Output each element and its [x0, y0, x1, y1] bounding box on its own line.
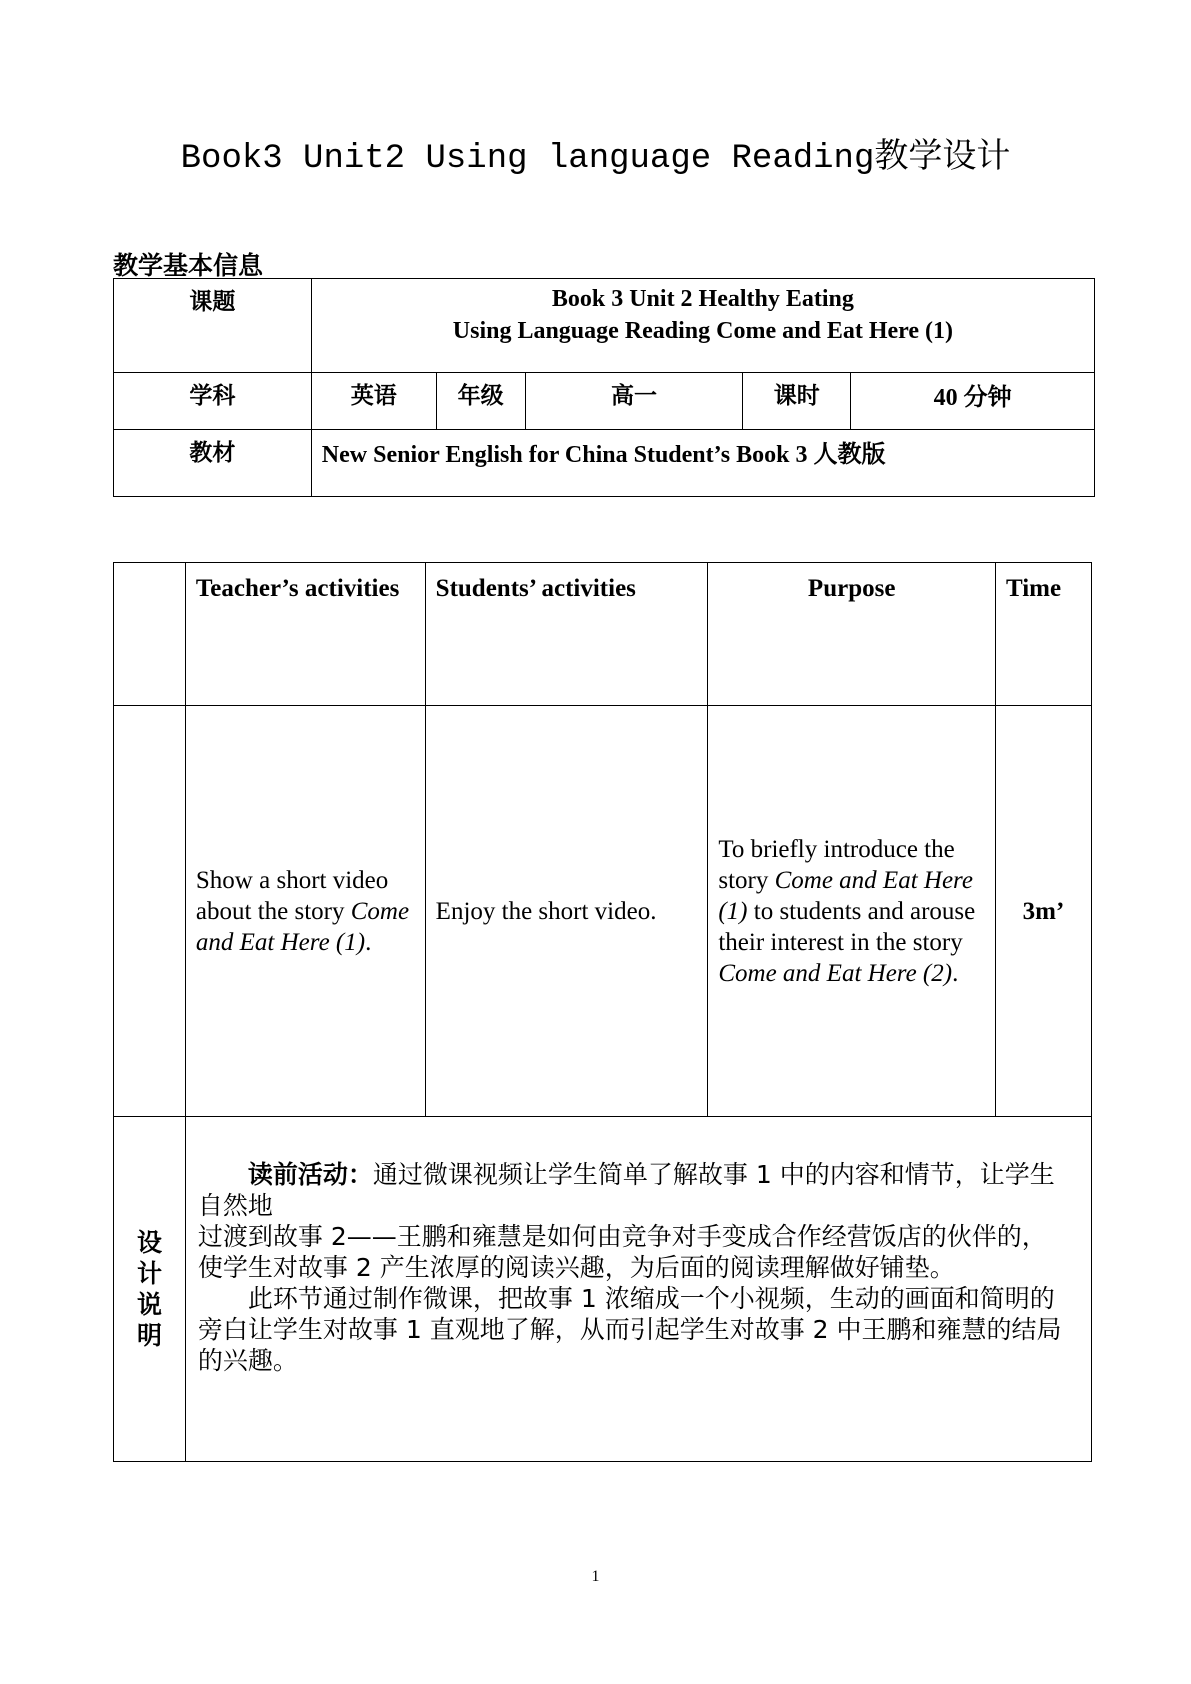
activity-time: 3m’: [996, 706, 1092, 1117]
design-note-row: [114, 1117, 1092, 1462]
header-purpose: Purpose: [708, 563, 996, 706]
teacher-activity-text: Show a short video about the story: [195, 866, 389, 925]
grade-value: 高一: [525, 373, 743, 430]
purpose: [708, 706, 996, 1117]
design-note-lead: 读前活动：: [247, 1160, 373, 1189]
header-blank-cell: [114, 563, 186, 706]
textbook-value: New Senior English for China Student’s Book 3 人教版: [311, 430, 1094, 497]
basic-info-table: [113, 278, 1095, 497]
page-number: 1: [591, 1568, 600, 1585]
page-title: [0, 128, 1191, 178]
grade-label: 年级: [436, 373, 525, 430]
design-note-text-1: 通过微课视频让学生简单了解故事 1 中的内容和情节，让学生自然地: [197, 1160, 1055, 1220]
subject-row: [114, 373, 1095, 430]
header-time: Time: [996, 563, 1092, 706]
design-note-paragraph-2: 过渡到故事 2——王鹏和雍慧是如何由竞争对手变成合作经营饭店的伙伴的，使学生对故事 2 产生浓厚的阅读兴趣，为后面的阅读理解做好铺垫。: [197, 1222, 1047, 1282]
teacher-activity-story: Come and Eat Here (1): [195, 897, 410, 956]
design-note-label-text: 设计说明: [136, 1228, 162, 1350]
design-note-paragraph-1: [198, 1159, 1069, 1221]
purpose-text-1: To briefly introduce the story: [718, 835, 955, 894]
purpose-story-1: Come and Eat Here (1): [718, 866, 973, 925]
topic-value: [311, 279, 1094, 373]
header-students: Students’ activities: [425, 563, 708, 706]
design-note-label: [114, 1117, 186, 1462]
period-label: 课时: [743, 373, 851, 430]
textbook-row: [114, 430, 1095, 497]
design-note: [185, 1117, 1091, 1462]
topic-row: [114, 279, 1095, 373]
title-english: Book3 Unit2 Using language Reading: [180, 140, 875, 178]
activity-blank-cell: [114, 706, 186, 1117]
activity-row: [114, 706, 1092, 1117]
design-note-paragraph-3: 此环节通过制作微课，把故事 1 浓缩成一个小视频，生动的画面和简明的旁白让学生对故事 1 直观地了解，从而引起学生对故事 2 中王鹏和雍慧的结局的兴趣。: [197, 1284, 1062, 1375]
teacher-activity-end: .: [365, 928, 372, 956]
topic-line-1: Book 3 Unit 2 Healthy Eating: [551, 286, 854, 312]
header-teacher: Teacher’s activities: [185, 563, 425, 706]
purpose-end: .: [952, 959, 959, 987]
activity-header-row: [114, 563, 1092, 706]
subject-label: 学科: [114, 373, 312, 430]
teacher-activity: [185, 706, 425, 1117]
textbook-label: 教材: [114, 430, 312, 497]
topic-label: 课题: [114, 279, 312, 373]
section-heading: 教学基本信息: [113, 251, 264, 280]
activity-table: [113, 562, 1092, 1462]
purpose-text-2: to students and arouse their interest in the story: [718, 897, 976, 956]
purpose-story-2: Come and Eat Here (2): [718, 959, 953, 987]
title-chinese: 教学设计: [874, 136, 1011, 176]
students-activity: Enjoy the short video.: [425, 706, 708, 1117]
period-value: 40 分钟: [851, 373, 1095, 430]
subject-value: 英语: [311, 373, 436, 430]
topic-line-2: Using Language Reading Come and Eat Here (1): [452, 318, 954, 344]
